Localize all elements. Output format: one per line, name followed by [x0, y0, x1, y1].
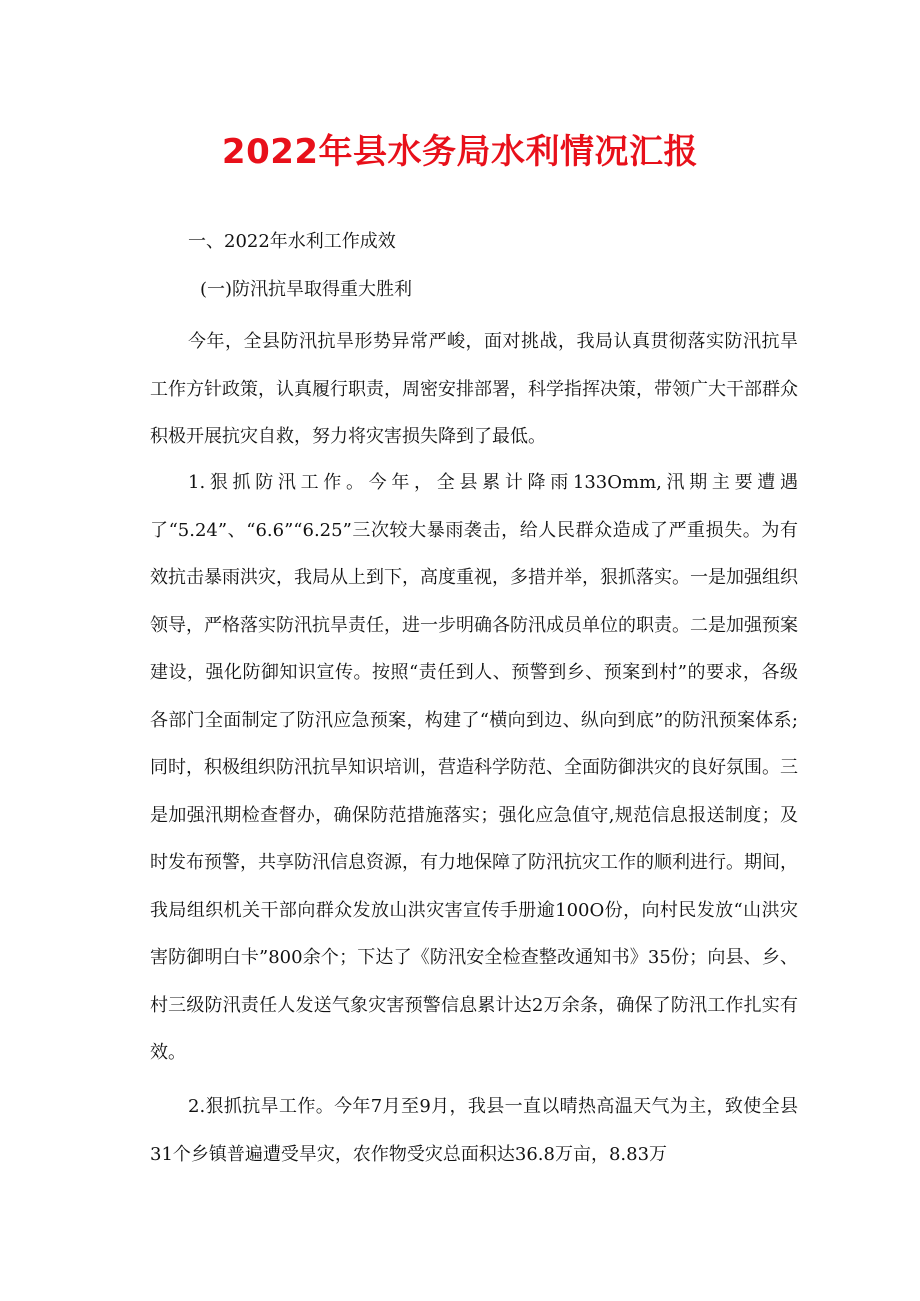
document-title: 2022年县水务局水利情况汇报	[221, 132, 699, 172]
paragraph-drought-relief: 2.狠抓抗旱工作。今年7月至9月，我县一直以晴热高温天气为主，致使全县31个乡镇普遍遭受旱灾，农作物受灾总面积达36.8万亩，8.83万	[150, 1096, 798, 1165]
subsection-heading: (一)防汛抗旱取得重大胜利	[200, 279, 413, 300]
paragraph-flood-control: 1.狠抓防汛工作。今年，全县累计降雨133Omm,汛期主要遭遇了“5.24”、“6.6”“6.25”三次较大暴雨袭击，给人民群众造成了严重损失。为有效抗击暴雨洪灾，我局从上到下，高度重视，多措并举，狠抓落实。一是加强组织领导，严格落实防汛抗旱责任，进一步明确各防汛成员单位的职责。二是加强预案建设，强化防御知识宣传。按照“责任到人、预警到乡、预案到村”的要求，各级各部门全面制定了防汛应急预案，构建了“横向到边、纵向到底”的防汛预案体系;同时，积极组织防汛抗旱知识培训，营造科学防范、全面防御洪灾的良好氛围。三是加强汛期检查督办，确保防范措施落实；强化应急值守,规范信息报送制度；及时发布预警，共享防汛信息资源，有力地保障了防汛抗灾工作的顺利进行。期间，我局组织机关干部向群众发放山洪灾害宣传手册逾100O份，向村民发放“山洪灾害防御明白卡”800余个；下达了《防汛安全检查整改通知书》35份；向县、乡、村三级防汛责任人发送气象灾害预警信息累计达2万余条，确保了防汛工作扎实有效。	[150, 472, 798, 1063]
section-heading: 一、2022年水利工作成效	[188, 231, 396, 252]
paragraph-intro: 今年，全县防汛抗旱形势异常严峻，面对挑战，我局认真贯彻落实防汛抗旱工作方针政策，认真履行职责，周密安排部署，科学指挥决策，带领广大干部群众积极开展抗灾自救，努力将灾害损失降到了最低。	[150, 331, 798, 447]
